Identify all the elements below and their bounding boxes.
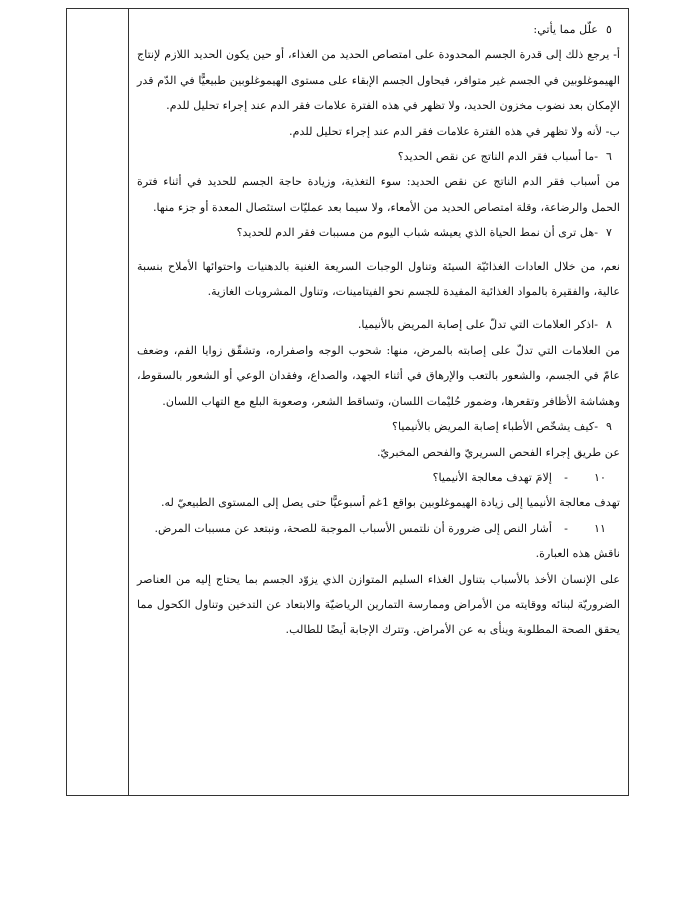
question-title: -اذكر العلامات التي تدلّ على إصابة المريض بالأنيميا. [357, 318, 598, 332]
question-6 [137, 144, 620, 169]
question-title: -كيف يشخّص الأطباء إصابة المريض بالأنيميا؟ [392, 420, 598, 434]
answer-5b: ب- لأنه ولا تظهر في هذه الفترة علامات فقر الدم عند إجراء تحليل للدم. [289, 124, 620, 138]
question-number: ١٠ [593, 470, 607, 484]
answers-column [129, 9, 628, 795]
answer-5a: أ- يرجع ذلك إلى قدرة الجسم المحدودة على امتصاص الحديد من الغذاء، أو حين يكون الحديد اللازم لإنتاج الهيموغلوبين في الجسم غير متوافر، فيحاول الجسم الإبقاء على مستوى الهيموغلوبين طبيعيًّا في الدّم قدر الإمكان بعد نضوب مخزون الحديد، ولا تظهر في هذه الفترة علامات فقر الدم عند إجراء تحليل للدم. [137, 48, 620, 113]
question-dash: - [564, 470, 568, 484]
question-number: ١١ [593, 521, 607, 535]
question-number: ٩ [605, 420, 612, 434]
answer-6: من أسباب فقر الدم الناتج عن نقص الحديد: سوء التغذية، وزيادة حاجة الجسم للحديد في أثناء فترة الحمل والرضاعة، وقلة امتصاص الحديد من الأمعاء، ولا سيما بعد عمليّات استئصال المعدة أو جزء منها. [137, 175, 620, 214]
answer-8: من العلامات التي تدلّ على إصابته بالمرض، منها: شحوب الوجه واصفراره، وتشقّق زوايا الفم، وضعف عامّ في الجسم، والشعور بالتعب والإرهاق في أثناء الجهد، والصداع، وفقدان الوعي أو الشعور بالسقوط، وهشاشة الأظافر وتقعرها، وضمور حُليْمات اللسان، وتساقط الشعر، وصعوبة البلع مع التهاب اللسان. [137, 343, 620, 408]
question-title: إلامَ تهدف معالجة الأنيميا؟ [432, 470, 552, 484]
question-10 [137, 465, 620, 490]
question-11 [137, 516, 620, 541]
answer-10: تهدف معالجة الأنيميا إلى زيادة الهيموغلوبين بواقع 1غم أسبوعيًّا حتى يصل إلى المستوى الطبيعيّ له. [160, 496, 620, 510]
question-number: ٨ [605, 318, 612, 332]
question-title: أشار النص إلى ضرورة أن نلتمس الأسباب الموجبة للصحة، ونبتعد عن مسببات المرض. [154, 521, 552, 535]
margin-column [67, 9, 129, 795]
question-title: -ما أسباب فقر الدم الناتج عن نقص الحديد؟ [397, 150, 598, 164]
answer-7: نعم، من خلال العادات الغذائيّة السيئة وتناول الوجبات السريعة الغنية بالدهنيات واحتوائها الأملاح بنسبة عالية، والفقيرة بالمواد الغذائية المفيدة للجسم نحو الفيتامينات، وتناول المشروبات الغازية. [137, 259, 620, 299]
question-9 [137, 414, 620, 439]
answer-11: على الإنسان الأخذ بالأسباب بتناول الغذاء السليم المتوازن الذي يزوّد الجسم بما يحتاج إليه من العناصر الضروريّة لبنائه ووقايته من الأمراض وممارسة التمارين الرياضيّة والابتعاد عن التدخين وتناول الكحول مما يحقق الصحة المطلوبة وينأى به عن الأمراض. وتترك الإجابة أيضًا للطالب. [137, 572, 620, 637]
question-dash: - [564, 521, 568, 535]
content-table [66, 8, 629, 796]
question-7 [137, 220, 620, 245]
question-5 [137, 17, 620, 42]
question-8 [137, 312, 620, 337]
question-number: ٦ [605, 150, 612, 164]
question-title: -هل ترى أن نمط الحياة الذي يعيشه شباب اليوم من مسببات فقر الدم للحديد؟ [236, 226, 598, 240]
question-11-subtitle: ناقش هذه العبارة. [535, 547, 620, 561]
question-title: علّل مما يأتي: [533, 23, 598, 36]
answer-9: عن طريق إجراء الفحص السريريّ والفحص المخبريّ. [376, 445, 620, 459]
question-number: ٧ [605, 226, 612, 240]
question-number: ٥ [605, 23, 612, 36]
